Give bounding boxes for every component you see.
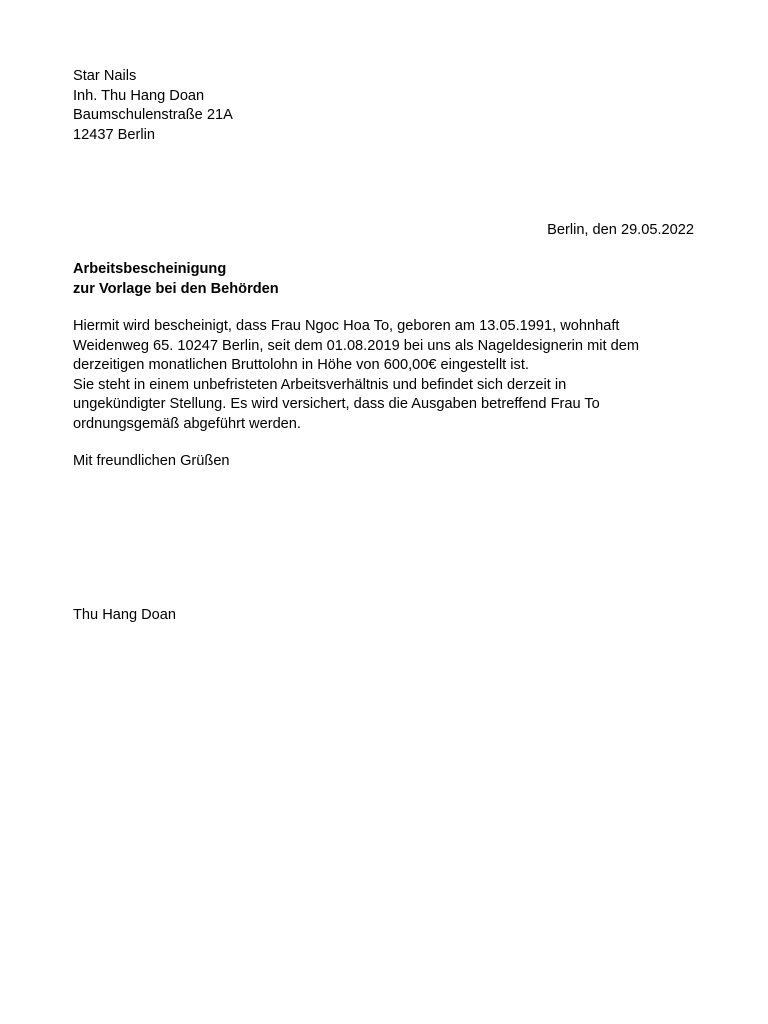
letter-subject <box>73 260 279 299</box>
letter-closing: Mit freundlichen Grüßen <box>73 453 230 469</box>
sender-address <box>73 67 233 145</box>
subject-line-1: Arbeitsbescheinigung <box>73 261 227 277</box>
body-line: Weidenweg 65. 10247 Berlin, seit dem 01.08.2019 bei uns als Nageldesignerin mit dem <box>73 337 639 354</box>
sender-company: Star Nails <box>73 68 137 84</box>
body-line: derzeitigen monatlichen Bruttolohn in Höhe von 600,00€ eingestellt ist. <box>73 357 529 373</box>
sender-street: Baumschulenstraße 21A <box>73 107 233 123</box>
sender-city: 12437 Berlin <box>73 126 155 143</box>
signature-name: Thu Hang Doan <box>73 607 177 623</box>
body-line: ordnungsgemäß abgeführt werden. <box>73 415 301 432</box>
letter-date: Berlin, den 29.05.2022 <box>547 222 694 238</box>
sender-owner: Inh. Thu Hang Doan <box>73 87 205 104</box>
body-line: Sie steht in einem unbefristeten Arbeitsverhältnis und befindet sich derzeit in <box>73 376 567 393</box>
body-line: Hiermit wird bescheinigt, dass Frau Ngoc Hoa To, geboren am 13.05.1991, wohnhaft <box>73 318 620 334</box>
letter-body <box>73 317 703 434</box>
subject-line-2: zur Vorlage bei den Behörden <box>73 280 279 297</box>
body-line: ungekündigter Stellung. Es wird versichert, dass die Ausgaben betreffend Frau To <box>73 396 600 412</box>
